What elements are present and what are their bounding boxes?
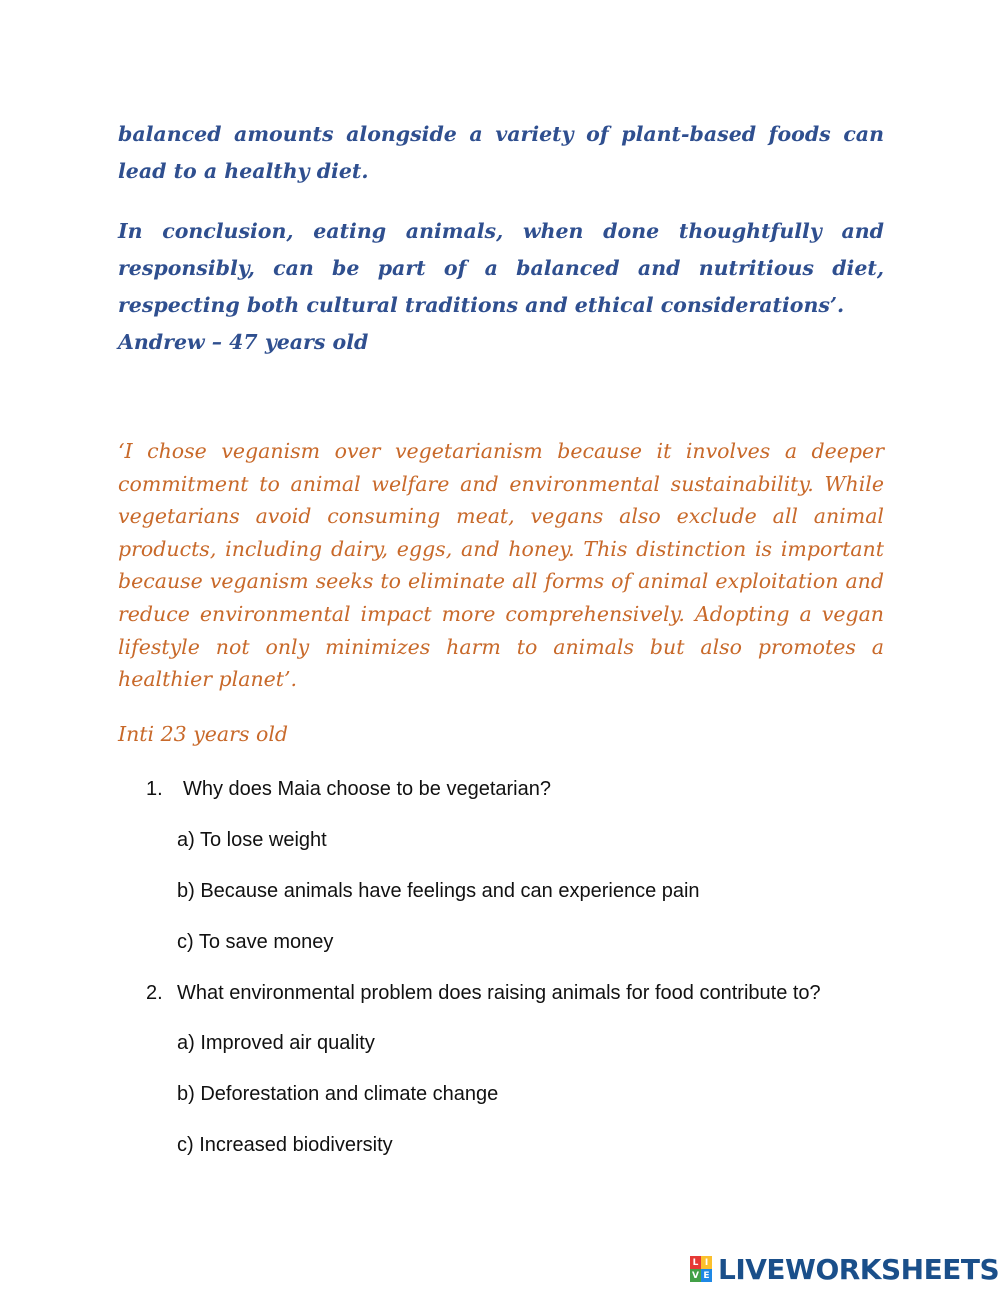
andrew-paragraph-conclusion: In conclusion, eating animals, when done thoughtfully and responsibly, can be part of a balanced and nutritious diet, respecting both cultural traditions and ethical considerations’. [118, 219, 884, 317]
question-2-option-b[interactable]: b) Deforestation and climate change [177, 1083, 499, 1105]
logo-tile-v: V [690, 1269, 701, 1282]
andrew-signature: Andrew – 47 years old [118, 330, 369, 354]
question-1-option-b[interactable]: b) Because animals have feelings and can experience pain [177, 880, 700, 902]
question-1-number: 1. [146, 778, 163, 800]
liveworksheets-logo-text: LIVEWORKSHEETS [718, 1252, 1000, 1286]
question-1-option-a[interactable]: a) To lose weight [177, 829, 327, 851]
question-2-option-a[interactable]: a) Improved air quality [177, 1032, 375, 1054]
inti-signature: Inti 23 years old [118, 722, 289, 746]
question-1-option-c[interactable]: c) To save money [177, 931, 334, 953]
question-2-text: What environmental problem does raising animals for food contribute to? [177, 982, 821, 1004]
logo-tile-l: L [690, 1256, 701, 1269]
andrew-paragraph-continuation: balanced amounts alongside a variety of plant-based foods can lead to a healthy diet. [118, 122, 884, 183]
question-2-number: 2. [146, 982, 163, 1004]
question-2-option-c[interactable]: c) Increased biodiversity [177, 1134, 393, 1156]
logo-tile-i: I [701, 1256, 712, 1269]
liveworksheets-logo-icon [690, 1256, 712, 1282]
inti-quote-paragraph: ‘I chose veganism over vegetarianism because it involves a deeper commitment to animal welfare and environmental sustainability. While vegetarians avoid consuming meat, vegans also exclude all animal products, including dairy, eggs, and honey. This distinction is important because veganism seeks to eliminate all forms of animal exploitation and reduce environmental impact more comprehensively. Adopting a vegan lifestyle not only minimizes harm to animals but also promotes a healthier planet’. [118, 439, 884, 692]
question-1-text: Why does Maia choose to be vegetarian? [183, 778, 551, 800]
liveworksheets-logo[interactable] [690, 1253, 999, 1285]
logo-tile-e: E [701, 1269, 712, 1282]
